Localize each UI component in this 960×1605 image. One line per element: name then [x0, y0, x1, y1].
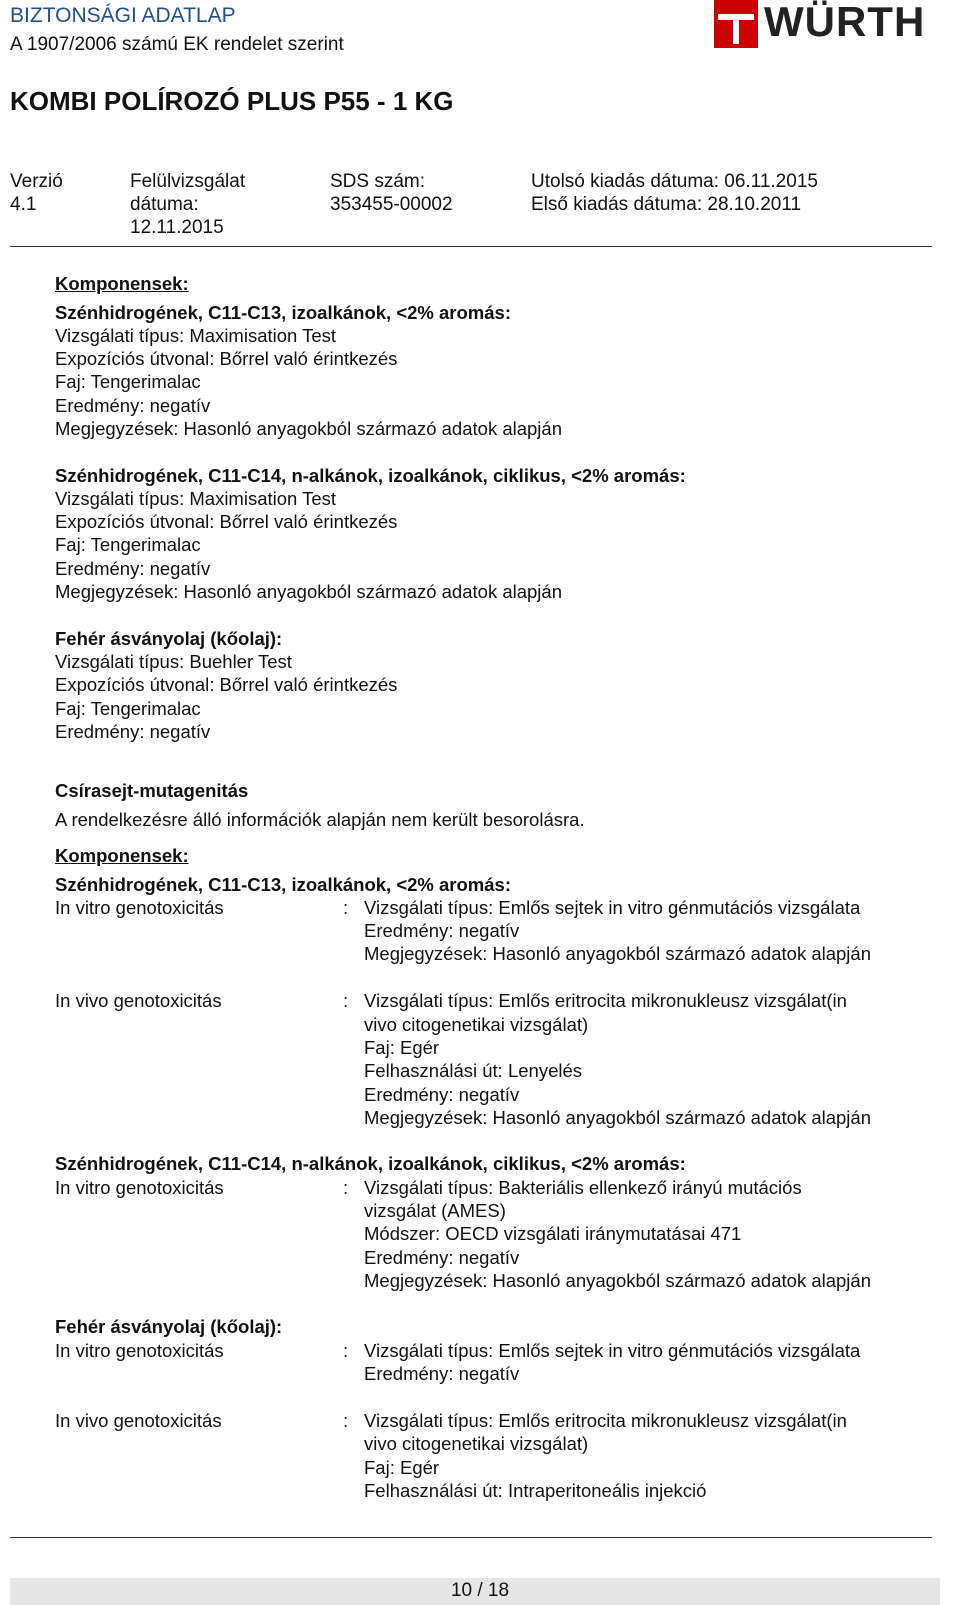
component-name: Szénhidrogének, C11-C14, n-alkánok, izoalkánok, ciklikus, <2% aromás: — [55, 465, 686, 486]
sds-number-value: 353455-00002 — [330, 194, 453, 215]
footer-divider — [10, 1537, 932, 1538]
sds-number-label: SDS szám: — [330, 171, 426, 192]
remarks-line: Megjegyzések: Hasonló anyagokból származó adatok alapján — [55, 418, 562, 439]
version-label: Verzió — [10, 171, 63, 192]
value-line: Faj: Egér — [364, 1037, 440, 1058]
last-issue-date: Utolsó kiadás dátuma: 06.11.2015 — [531, 171, 818, 192]
value-line: Eredmény: negatív — [364, 1084, 520, 1105]
species-line: Faj: Tengerimalac — [55, 698, 201, 719]
value-line: Felhasználási út: Intraperitoneális injekció — [364, 1480, 707, 1501]
value-line: Módszer: OECD vizsgálati iránymutatásai 471 — [364, 1223, 742, 1244]
in-vitro-label: In vitro genotoxicitás — [55, 897, 224, 918]
in-vivo-label: In vivo genotoxicitás — [55, 1410, 222, 1431]
value-line: vizsgálat (AMES) — [364, 1200, 506, 1221]
regulation-subtitle: A 1907/2006 számú EK rendelet szerint — [10, 34, 344, 55]
value-line: Megjegyzések: Hasonló anyagokból származó adatok alapján — [364, 1107, 871, 1128]
component-name: Szénhidrogének, C11-C13, izoalkánok, <2% aromás: — [55, 874, 511, 895]
exposure-route-line: Expozíciós útvonal: Bőrrel való érintkezés — [55, 511, 398, 532]
label-colon: : — [343, 1177, 349, 1198]
wurth-logo-icon — [714, 0, 758, 48]
section-heading-mutagenicity: Csírasejt-mutagenitás — [55, 780, 249, 801]
species-line: Faj: Tengerimalac — [55, 534, 201, 555]
value-line: Faj: Egér — [364, 1457, 440, 1478]
value-line: Vizsgálati típus: Emlős sejtek in vitro génmutációs vizsgálata — [364, 1340, 861, 1361]
value-line: Eredmény: negatív — [364, 1363, 520, 1384]
result-line: Eredmény: negatív — [55, 558, 211, 579]
review-date-value: 12.11.2015 — [130, 217, 224, 238]
value-line: Vizsgálati típus: Emlős sejtek in vitro génmutációs vizsgálata — [364, 897, 861, 918]
review-date-label-2: dátuma: — [130, 194, 199, 215]
component-name: Szénhidrogének, C11-C13, izoalkánok, <2% aromás: — [55, 302, 511, 323]
wurth-logo — [714, 0, 934, 50]
value-line: vivo citogenetikai vizsgálat) — [364, 1014, 589, 1035]
review-date-label-1: Felülvizsgálat — [130, 171, 246, 192]
version-value: 4.1 — [10, 194, 37, 215]
in-vitro-label: In vitro genotoxicitás — [55, 1177, 224, 1198]
species-line: Faj: Tengerimalac — [55, 371, 201, 392]
components-heading: Komponensek: — [55, 273, 189, 294]
product-name: KOMBI POLÍROZÓ PLUS P55 - 1 KG — [10, 86, 454, 116]
value-line: vivo citogenetikai vizsgálat) — [364, 1433, 589, 1454]
value-line: Vizsgálati típus: Bakteriális ellenkező irányú mutációs — [364, 1177, 802, 1198]
result-line: Eredmény: negatív — [55, 721, 211, 742]
label-colon: : — [343, 1410, 349, 1431]
label-colon: : — [343, 1340, 349, 1361]
value-line: Vizsgálati típus: Emlős eritrocita mikronukleusz vizsgálat(in — [364, 1410, 847, 1431]
result-line: Eredmény: negatív — [55, 395, 211, 416]
label-colon: : — [343, 990, 349, 1011]
value-line: Felhasználási út: Lenyelés — [364, 1060, 583, 1081]
component-name: Fehér ásványolaj (kőolaj): — [55, 628, 283, 649]
document-type-title: BIZTONSÁGI ADATLAP — [10, 4, 236, 27]
header-divider — [10, 246, 932, 247]
in-vivo-label: In vivo genotoxicitás — [55, 990, 222, 1011]
remarks-line: Megjegyzések: Hasonló anyagokból származó adatok alapján — [55, 581, 562, 602]
value-line: Eredmény: negatív — [364, 1247, 520, 1268]
value-line: Eredmény: negatív — [364, 920, 520, 941]
in-vitro-label: In vitro genotoxicitás — [55, 1340, 224, 1361]
value-line: Vizsgálati típus: Emlős eritrocita mikronukleusz vizsgálat(in — [364, 990, 847, 1011]
value-line: Megjegyzések: Hasonló anyagokból származó adatok alapján — [364, 1270, 871, 1291]
page-number: 10 / 18 — [450, 1580, 510, 1601]
label-colon: : — [343, 897, 349, 918]
value-line: Megjegyzések: Hasonló anyagokból származó adatok alapján — [364, 943, 871, 964]
classification-statement: A rendelkezésre álló információk alapján nem került besorolásra. — [55, 809, 585, 830]
test-type-line: Vizsgálati típus: Maximisation Test — [55, 488, 337, 509]
test-type-line: Vizsgálati típus: Maximisation Test — [55, 325, 337, 346]
component-name: Fehér ásványolaj (kőolaj): — [55, 1316, 283, 1337]
logo-wordmark: WÜRTH — [764, 0, 926, 45]
test-type-line: Vizsgálati típus: Buehler Test — [55, 651, 292, 672]
components-heading: Komponensek: — [55, 845, 189, 866]
first-issue-date: Első kiadás dátuma: 28.10.2011 — [531, 194, 802, 215]
exposure-route-line: Expozíciós útvonal: Bőrrel való érintkezés — [55, 674, 398, 695]
component-name: Szénhidrogének, C11-C14, n-alkánok, izoalkánok, ciklikus, <2% aromás: — [55, 1153, 686, 1174]
exposure-route-line: Expozíciós útvonal: Bőrrel való érintkezés — [55, 348, 398, 369]
